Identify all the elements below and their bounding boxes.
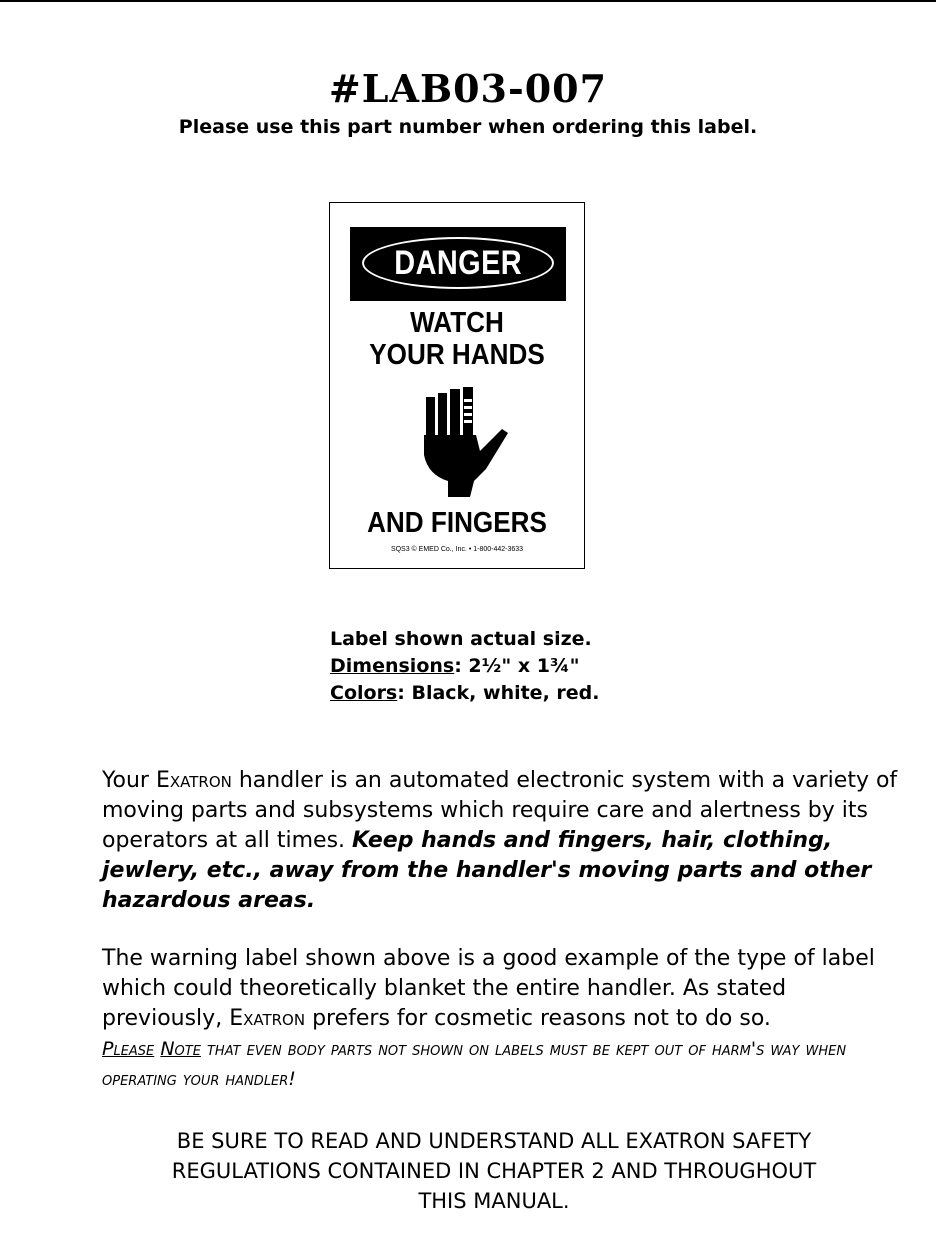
- spec-actual-size: Label shown actual size.: [330, 628, 592, 650]
- part-number-note: Please use this part number when ordering this label.: [178, 116, 758, 138]
- spec-colors: [330, 680, 599, 707]
- paragraph1-brand: Exatron: [155, 768, 232, 793]
- paragraph2-text-a: The warning label shown above is a good example of the type of label which could theoretically blanket the entire handler. As stated previously,: [102, 946, 875, 1031]
- paragraph-handler-safety: [102, 766, 902, 916]
- paragraph1-emphasis: Keep hands and fingers, hair, clothing, jewlery, etc., away from the handler's moving parts and other hazardous areas.: [102, 828, 872, 913]
- paragraph1-text-b: handler is an automated electronic system with a variety of moving parts and subsystems which require care and alertness by its operators at all times.: [102, 768, 898, 853]
- spec-dimensions: [330, 653, 599, 680]
- paragraph2-text-b: prefers for cosmetic reasons not to do so.: [305, 1006, 771, 1031]
- final-note-line3: THIS MANUAL.: [418, 1189, 570, 1213]
- spec-colors-value: : Black, white, red.: [397, 682, 600, 704]
- danger-label: [329, 202, 585, 569]
- danger-header: [350, 227, 566, 301]
- please-note: [102, 1038, 846, 1090]
- danger-oval: [362, 237, 554, 289]
- label-line-watch: WATCH: [410, 307, 504, 339]
- label-fine-print: SQS3 © EMED Co., Inc. • 1-800-442-3633: [390, 546, 524, 553]
- label-line-and-fingers: AND FINGERS: [367, 507, 547, 539]
- top-rule: [0, 0, 936, 2]
- paragraph-warning-label: [102, 944, 902, 1094]
- danger-word: DANGER: [394, 243, 522, 282]
- spec-dimensions-key: Dimensions: [330, 655, 455, 677]
- final-note-line1: BE SURE TO READ AND UNDERSTAND ALL EXATRON SAFETY: [176, 1129, 812, 1153]
- final-safety-note: [0, 1126, 936, 1216]
- label-line-your-hands: YOUR HANDS: [369, 339, 545, 371]
- spec-colors-key: Colors: [330, 682, 398, 704]
- paragraph1-text-a: Your: [102, 768, 156, 793]
- note-please: Please: [102, 1038, 155, 1060]
- part-number: #LAB03-007: [328, 66, 608, 111]
- note-note: Note: [160, 1038, 201, 1060]
- paragraph2-brand: Exatron: [229, 1006, 306, 1031]
- hand-icon: [418, 385, 514, 503]
- label-specs: [330, 626, 599, 707]
- final-note-line2: REGULATIONS CONTAINED IN CHAPTER 2 AND THROUGHOUT: [171, 1159, 817, 1183]
- note-rest: that even body parts not shown on labels must be kept out of harm's way when operating your handler!: [102, 1038, 847, 1090]
- spec-dimensions-value: : 2½" x 1¾": [454, 655, 580, 677]
